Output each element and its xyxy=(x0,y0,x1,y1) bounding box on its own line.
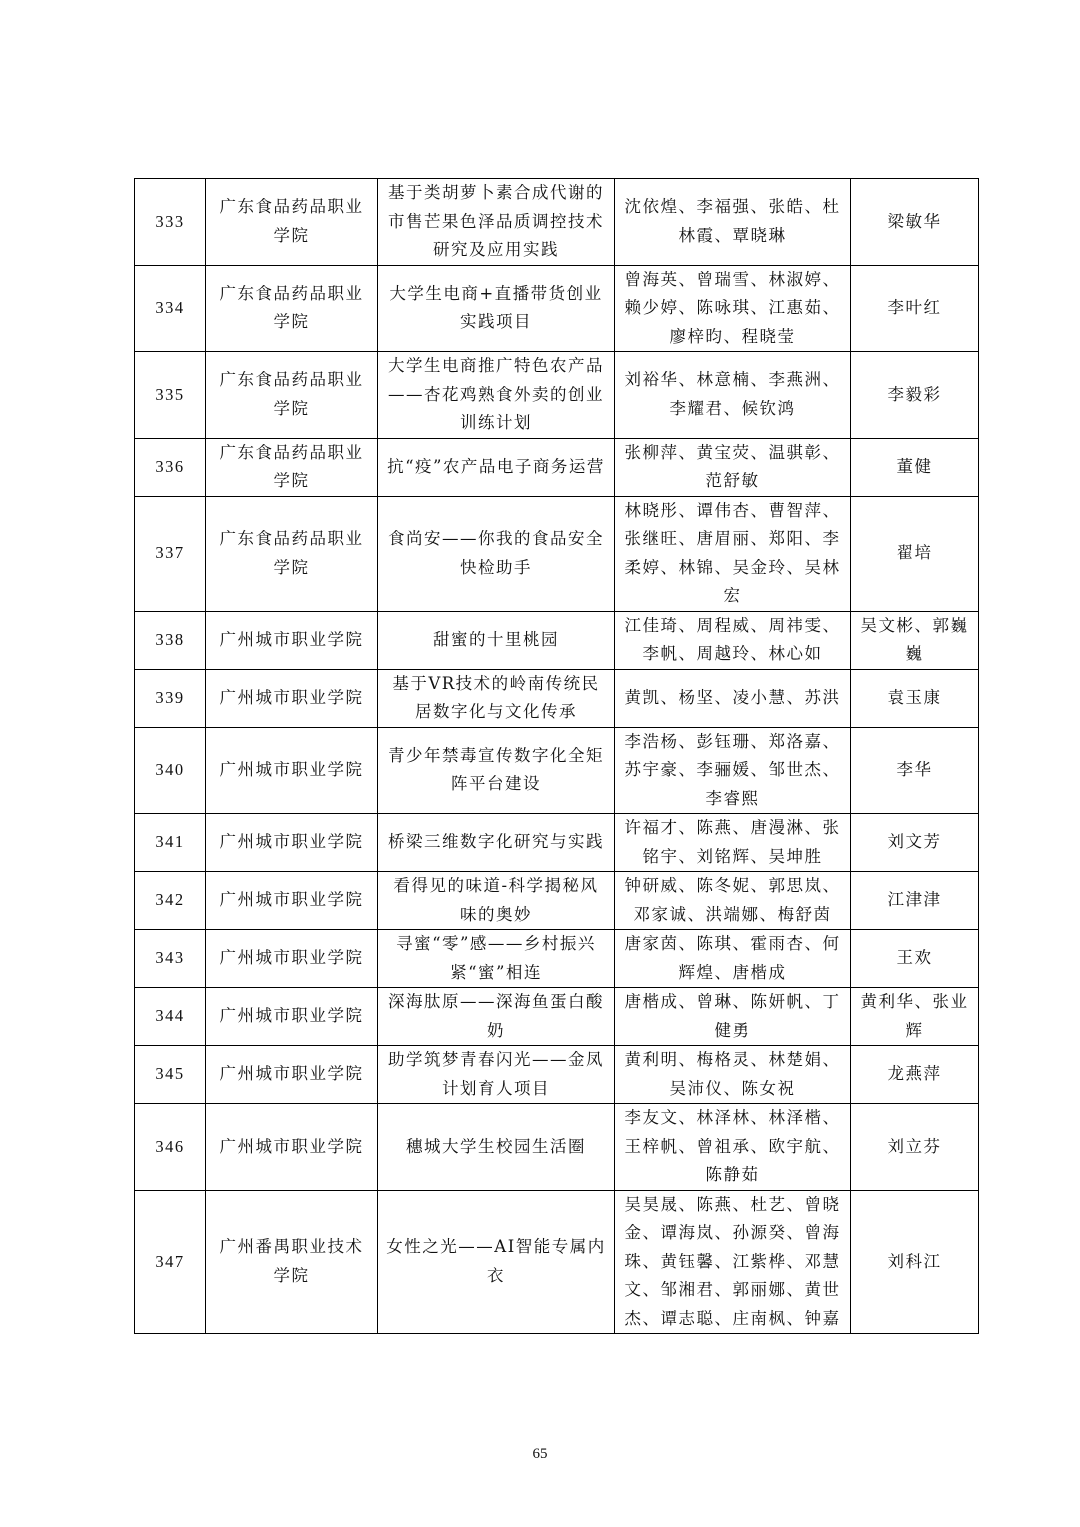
row-number: 335 xyxy=(135,352,206,439)
school-name: 广州城市职业学院 xyxy=(206,669,378,727)
table-row xyxy=(135,930,979,988)
advisor-name: 刘立芬 xyxy=(851,1104,979,1191)
advisor-name: 袁玉康 xyxy=(851,669,979,727)
school-name: 广州城市职业学院 xyxy=(206,1104,378,1191)
project-name: 大学生电商+直播带货创业实践项目 xyxy=(378,265,615,352)
team-members: 钟研威、陈冬妮、郭思岚、邓家诚、洪端娜、梅舒茵 xyxy=(615,872,851,930)
row-number: 338 xyxy=(135,611,206,669)
team-members: 黄凯、杨坚、凌小慧、苏洪 xyxy=(615,669,851,727)
project-name: 基于VR技术的岭南传统民居数字化与文化传承 xyxy=(378,669,615,727)
project-name: 桥梁三维数字化研究与实践 xyxy=(378,814,615,872)
row-number: 341 xyxy=(135,814,206,872)
team-members: 林晓彤、谭伟杏、曹智萍、张继旺、唐眉丽、郑阳、李柔婷、林锦、吴金玲、吴林宏 xyxy=(615,496,851,611)
advisor-name: 梁敏华 xyxy=(851,179,979,266)
table-row xyxy=(135,872,979,930)
row-number: 339 xyxy=(135,669,206,727)
project-name: 深海肽原——深海鱼蛋白酸奶 xyxy=(378,988,615,1046)
project-name: 大学生电商推广特色农产品——杏花鸡熟食外卖的创业训练计划 xyxy=(378,352,615,439)
school-name: 广东食品药品职业学院 xyxy=(206,438,378,496)
row-number: 345 xyxy=(135,1046,206,1104)
advisor-name: 董健 xyxy=(851,438,979,496)
team-members: 黄利明、梅格灵、林楚娟、吴沛仪、陈女祝 xyxy=(615,1046,851,1104)
project-name: 女性之光——AI智能专属内衣 xyxy=(378,1190,615,1334)
table-row xyxy=(135,988,979,1046)
project-name: 助学筑梦青春闪光——金凤计划育人项目 xyxy=(378,1046,615,1104)
row-number: 336 xyxy=(135,438,206,496)
advisor-name: 龙燕萍 xyxy=(851,1046,979,1104)
project-name: 甜蜜的十里桃园 xyxy=(378,611,615,669)
row-number: 342 xyxy=(135,872,206,930)
table-row xyxy=(135,496,979,611)
row-number: 344 xyxy=(135,988,206,1046)
page-number: 65 xyxy=(532,1446,548,1462)
team-members: 曾海英、曾瑞雪、林淑婷、赖少婷、陈咏琪、江惠茹、廖梓昀、程晓莹 xyxy=(615,265,851,352)
school-name: 广州城市职业学院 xyxy=(206,814,378,872)
project-name: 看得见的味道-科学揭秘风味的奥妙 xyxy=(378,872,615,930)
table-row xyxy=(135,1046,979,1104)
advisor-name: 李叶红 xyxy=(851,265,979,352)
advisor-name: 刘科江 xyxy=(851,1190,979,1334)
project-name: 抗“疫”农产品电子商务运营 xyxy=(378,438,615,496)
table-row xyxy=(135,265,979,352)
table-row xyxy=(135,611,979,669)
school-name: 广东食品药品职业学院 xyxy=(206,265,378,352)
team-members: 许福才、陈燕、唐漫淋、张铭宇、刘铭辉、吴坤胜 xyxy=(615,814,851,872)
table-row xyxy=(135,814,979,872)
advisor-name: 刘文芳 xyxy=(851,814,979,872)
advisor-name: 黄利华、张业辉 xyxy=(851,988,979,1046)
school-name: 广州城市职业学院 xyxy=(206,930,378,988)
row-number: 340 xyxy=(135,727,206,814)
school-name: 广州城市职业学院 xyxy=(206,611,378,669)
advisor-name: 翟培 xyxy=(851,496,979,611)
row-number: 346 xyxy=(135,1104,206,1191)
table-row xyxy=(135,352,979,439)
award-list-table xyxy=(134,178,979,1334)
school-name: 广东食品药品职业学院 xyxy=(206,179,378,266)
row-number: 343 xyxy=(135,930,206,988)
table-row xyxy=(135,438,979,496)
advisor-name: 江津津 xyxy=(851,872,979,930)
table-row xyxy=(135,1190,979,1334)
row-number: 333 xyxy=(135,179,206,266)
school-name: 广州城市职业学院 xyxy=(206,872,378,930)
team-members: 吴昊晟、陈燕、杜艺、曾晓金、谭海岚、孙源癸、曾海珠、黄钰馨、江紫桦、邓慧文、邹湘君、郭丽娜、黄世杰、谭志聪、庄南枫、钟嘉 xyxy=(615,1190,851,1334)
table-row xyxy=(135,727,979,814)
table-row xyxy=(135,669,979,727)
table-row xyxy=(135,179,979,266)
project-name: 穗城大学生校园生活圈 xyxy=(378,1104,615,1191)
project-name: 青少年禁毒宣传数字化全矩阵平台建设 xyxy=(378,727,615,814)
advisor-name: 王欢 xyxy=(851,930,979,988)
team-members: 唐家茵、陈琪、霍雨杏、何辉煌、唐楷成 xyxy=(615,930,851,988)
school-name: 广州城市职业学院 xyxy=(206,1046,378,1104)
team-members: 李浩杨、彭钰珊、郑洛嘉、苏宇豪、李骊媛、邹世杰、李睿熙 xyxy=(615,727,851,814)
row-number: 347 xyxy=(135,1190,206,1334)
team-members: 江佳琦、周程威、周祎雯、李帆、周越玲、林心如 xyxy=(615,611,851,669)
school-name: 广东食品药品职业学院 xyxy=(206,496,378,611)
school-name: 广东食品药品职业学院 xyxy=(206,352,378,439)
team-members: 唐楷成、曾琳、陈妍帆、丁健勇 xyxy=(615,988,851,1046)
row-number: 334 xyxy=(135,265,206,352)
advisor-name: 吴文彬、郭巍巍 xyxy=(851,611,979,669)
school-name: 广州番禺职业技术学院 xyxy=(206,1190,378,1334)
school-name: 广州城市职业学院 xyxy=(206,727,378,814)
team-members: 李友文、林泽林、林泽楷、王梓帆、曾祖承、欧宇航、陈静茹 xyxy=(615,1104,851,1191)
advisor-name: 李毅彩 xyxy=(851,352,979,439)
project-name: 寻蜜“零”感——乡村振兴紧“蜜”相连 xyxy=(378,930,615,988)
table-row xyxy=(135,1104,979,1191)
advisor-name: 李华 xyxy=(851,727,979,814)
project-name: 基于类胡萝卜素合成代谢的市售芒果色泽品质调控技术研究及应用实践 xyxy=(378,179,615,266)
team-members: 沈依煌、李福强、张皓、杜林霞、覃晓琳 xyxy=(615,179,851,266)
row-number: 337 xyxy=(135,496,206,611)
school-name: 广州城市职业学院 xyxy=(206,988,378,1046)
project-name: 食尚安——你我的食品安全快检助手 xyxy=(378,496,615,611)
team-members: 刘裕华、林意楠、李燕洲、李耀君、候钦鸿 xyxy=(615,352,851,439)
team-members: 张柳萍、黄宝荧、温骐彰、范舒敏 xyxy=(615,438,851,496)
